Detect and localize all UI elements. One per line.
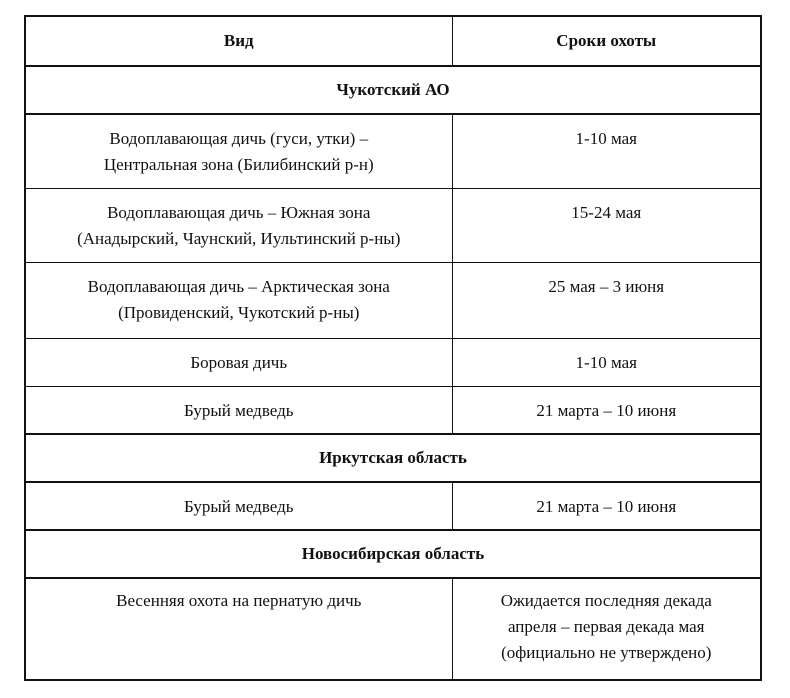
dates-text: 25 мая – 3 июня — [548, 276, 665, 296]
dates-text: Ожидается последняя декада — [500, 591, 712, 610]
species-text: Бурый медведь — [184, 400, 294, 420]
region-row-novosibirsk — [25, 530, 761, 578]
table-row — [25, 114, 761, 188]
region-title: Новосибирская область — [25, 530, 761, 578]
species-cell — [25, 578, 452, 680]
dates-text: 1-10 мая — [575, 352, 637, 372]
dates-cell — [452, 188, 761, 262]
species-text: Водоплавающая дичь (гуси, утки) – — [109, 129, 369, 148]
table-row — [25, 188, 761, 262]
dates-text: (официально не утверждено) — [501, 643, 712, 662]
header-species: Вид — [25, 16, 452, 66]
species-text: Водоплавающая дичь – Арктическая зона — [87, 276, 390, 296]
species-text: (Провиденский, Чукотский р-ны) — [118, 302, 360, 322]
species-text: Весенняя охота на пернатую дичь — [116, 591, 362, 610]
species-cell — [25, 114, 452, 188]
dates-text: 21 марта – 10 июня — [536, 400, 677, 420]
dates-cell — [452, 482, 761, 530]
dates-text: апреля – первая декада мая — [507, 617, 705, 636]
dates-text: 15-24 мая — [571, 202, 642, 222]
dates-cell — [452, 338, 761, 386]
hunting-seasons-table-container — [24, 15, 760, 681]
table-row — [25, 386, 761, 434]
table-row — [25, 482, 761, 530]
region-row-chukotka — [25, 66, 761, 114]
dates-text: 1-10 мая — [575, 129, 637, 148]
dates-cell — [452, 262, 761, 338]
table-row — [25, 338, 761, 386]
species-cell — [25, 188, 452, 262]
region-row-irkutsk — [25, 434, 761, 482]
region-title: Иркутская область — [25, 434, 761, 482]
table-row — [25, 262, 761, 338]
species-text: Боровая дичь — [190, 352, 288, 372]
hunting-seasons-table — [24, 15, 762, 681]
species-text: Центральная зона (Билибинский р-н) — [103, 155, 374, 174]
species-text: Бурый медведь — [184, 497, 294, 516]
species-cell — [25, 482, 452, 530]
dates-text: 21 марта – 10 июня — [536, 497, 677, 516]
dates-cell — [452, 114, 761, 188]
species-text: Водоплавающая дичь – Южная зона — [107, 202, 371, 222]
region-title: Чукотский АО — [25, 66, 761, 114]
table-row — [25, 578, 761, 680]
table-header-row — [25, 16, 761, 66]
dates-cell — [452, 578, 761, 680]
species-text: (Анадырский, Чаунский, Иультинский р-ны) — [77, 228, 401, 248]
species-cell — [25, 386, 452, 434]
species-cell — [25, 338, 452, 386]
header-dates: Сроки охоты — [452, 16, 761, 66]
dates-cell — [452, 386, 761, 434]
species-cell — [25, 262, 452, 338]
